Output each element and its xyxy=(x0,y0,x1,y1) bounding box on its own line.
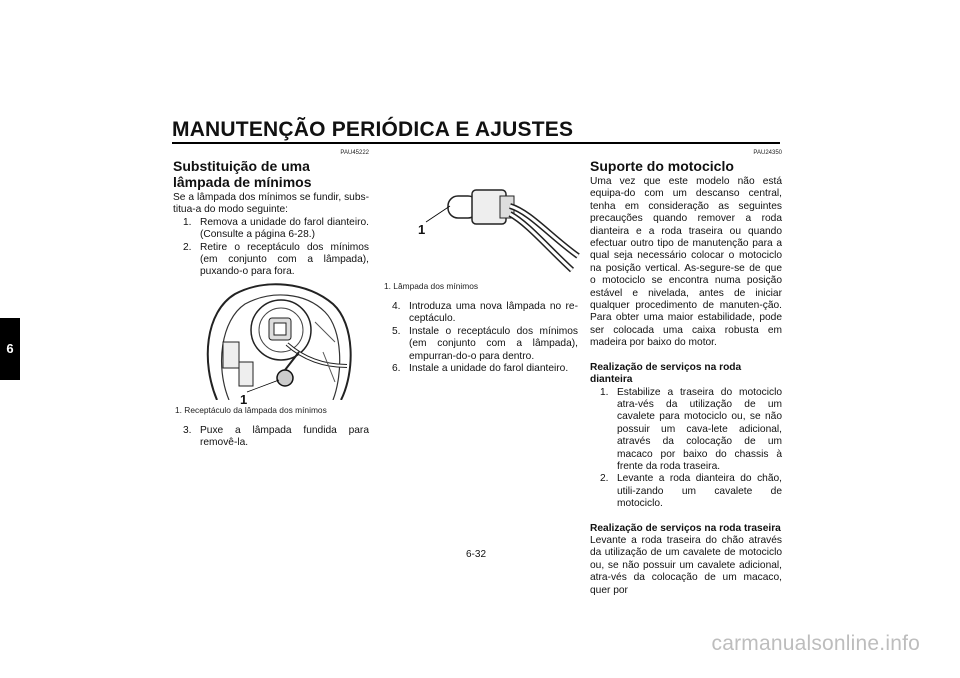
list-item: 2. Levante a roda dianteira do chão, utili-zando um cavalete de motociclo. xyxy=(600,473,782,510)
watermark: carmanualsonline.info xyxy=(711,632,920,655)
body-paragraph: Uma vez que este modelo não está equipa-do com um descanso central, tenha em consideração as seguintes precauções quando remover a roda dianteira e a roda traseira ou quando efectuar outro tipo de manutenção para a qual seja necessário colocar o motociclo na posição vertical. As-segure-se de que o motociclo se encontra numa posição estável e nivelada, antes de iniciar qualquer procedimento de manuten-ção. Para obter uma maior estabilidade, pode ser colocada uma caixa robusta em madeira por baixo do motor. xyxy=(590,176,782,349)
steps-list xyxy=(382,301,578,375)
list-item: 1. Estabilize a traseira do motociclo atra-vés da utilização de um cavalete para motociclo ou, se não possuir um cava-lete adicional, através da colocação de um macaco por baixo do chassis à frente da roda traseira. xyxy=(600,386,782,472)
list-item: 1. Remova a unidade do farol dianteiro. (Consulte a página 6-28.) xyxy=(183,216,369,241)
list-item: 3. Puxe a lâmpada fundida para removê-la. xyxy=(183,425,369,449)
section-heading: Substituição de uma lâmpada de mínimos xyxy=(173,158,312,190)
section-code: PAU24350 xyxy=(753,150,782,156)
body-paragraph: Levante a roda traseira do chão através da utilização de um cavalete de motociclo ou, se não possuir um cavalete adicional, atra-vés da colocação de um macaco, quer por xyxy=(590,534,782,596)
steps-list xyxy=(173,425,369,450)
section-heading: Suporte do motociclo xyxy=(590,158,734,174)
list-item: 2. Retire o receptáculo dos mínimos (em conjunto com a lâmpada), puxando-o para fora. xyxy=(183,241,369,278)
figure-label: 1 xyxy=(418,222,426,237)
column-2 xyxy=(382,301,578,375)
intro-text: Se a lâmpada dos mínimos se fundir, subs-titua-a do modo seguinte: xyxy=(173,192,369,216)
page-title: MANUTENÇÃO PERIÓDICA E AJUSTES xyxy=(172,118,574,141)
figure-caption: 1. Lâmpada dos mínimos xyxy=(384,281,479,291)
list-item: 5. Instale o receptáculo dos mínimos (em conjunto com a lâmpada), empurran-do-o para dentro. xyxy=(392,325,578,362)
list-item: 6. Instale a unidade do farol dianteiro. xyxy=(392,363,569,375)
section-code: PAU45222 xyxy=(340,150,369,156)
figure-label: 1 xyxy=(240,392,248,407)
title-rule xyxy=(172,142,780,144)
headlight-housing-illustration xyxy=(195,282,355,400)
page-number: 6-32 xyxy=(466,549,487,560)
subheading-rear-wheel: Realização de serviços na roda traseira xyxy=(590,522,781,534)
column-3 xyxy=(590,150,782,597)
subheading-front-wheel: Realização de serviços na roda dianteira xyxy=(590,361,742,386)
chapter-tab: 6 xyxy=(0,318,20,380)
steps-list xyxy=(173,217,369,279)
column-1 xyxy=(173,150,369,279)
list-item: 4. Introduza uma nova lâmpada no re-ceptáculo. xyxy=(392,301,578,325)
steps-list xyxy=(590,387,782,511)
figure-caption: 1. Receptáculo da lâmpada dos mínimos xyxy=(175,405,327,415)
column-1-continued xyxy=(173,425,369,450)
bulb-socket-illustration xyxy=(400,176,580,276)
